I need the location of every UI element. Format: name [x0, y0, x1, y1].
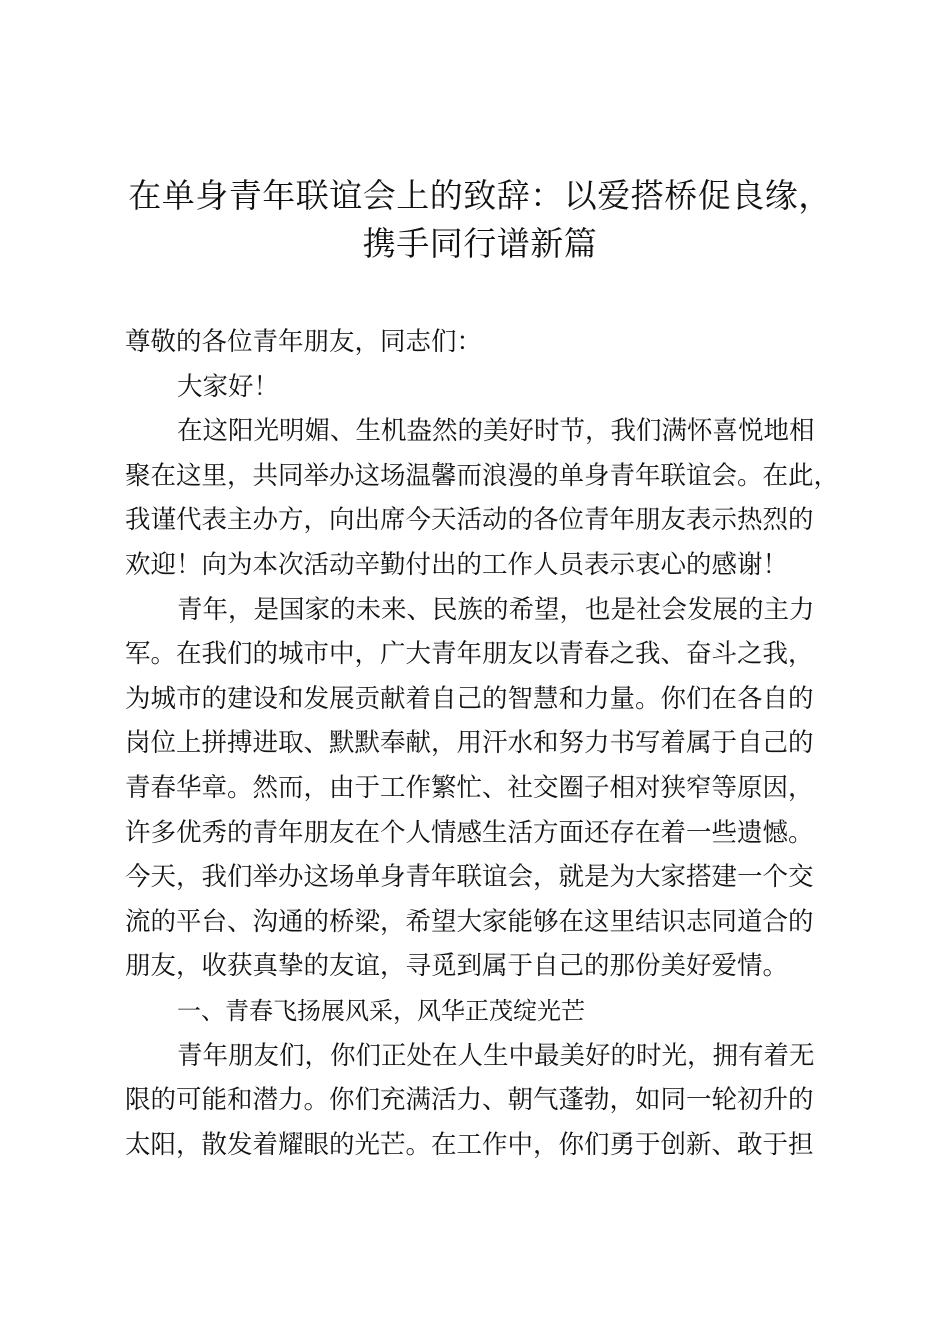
salutation: 尊敬的各位青年朋友，同志们： [125, 327, 483, 357]
paragraph-line: 我谨代表主办方，向出席今天活动的各位青年朋友表示热烈的 [125, 505, 814, 536]
title-line: 在单身青年联谊会上的致辞：以爱搭桥促良缘， [128, 176, 832, 215]
paragraph-line: 许多优秀的青年朋友在个人情感生活方面还存在着一些遗憾。 [125, 817, 814, 848]
paragraph-line: 岗位上拼搏进取、默默奉献，用汗水和努力书写着属于自己的 [125, 728, 814, 759]
paragraph-section1 [125, 1034, 845, 1168]
paragraph-line: 青年朋友们，你们正处在人生中最美好的时光，拥有着无 [177, 1040, 815, 1071]
paragraph-line: 限的可能和潜力。你们充满活力、朝气蓬勃，如同一轮初升的 [125, 1085, 814, 1116]
title-line: 携手同行谱新篇 [362, 224, 598, 263]
paragraph-line: 太阳，散发着耀眼的光芒。在工作中，你们勇于创新、敢于担 [125, 1129, 814, 1160]
paragraph-line: 聚在这里，共同举办这场温馨而浪漫的单身青年联谊会。在此， [125, 460, 840, 491]
paragraph-line: 为城市的建设和发展贡献着自己的智慧和力量。你们在各自的 [125, 683, 814, 714]
paragraph-line: 在这阳光明媚、生机盎然的美好时节，我们满怀喜悦地相 [177, 416, 815, 447]
paragraph-line: 青年，是国家的未来、民族的希望，也是社会发展的主力 [177, 594, 815, 625]
greeting: 大家好！ [177, 371, 280, 402]
paragraph-line: 军。在我们的城市中，广大青年朋友以青春之我、奋斗之我， [125, 639, 814, 670]
paragraph-line: 欢迎！向为本次活动辛勤付出的工作人员表示衷心的感谢！ [125, 549, 789, 580]
paragraph-line: 朋友，收获真挚的友谊，寻觅到属于自己的那份美好爱情。 [125, 951, 789, 982]
document-body [125, 320, 845, 1167]
paragraph-line: 流的平台、沟通的桥梁，希望大家能够在这里结识志同道合的 [125, 906, 814, 937]
paragraph-opening [125, 409, 845, 587]
section-heading: 一、青春飞扬展风采，风华正茂绽光芒 [177, 996, 585, 1025]
paragraph-line: 青春华章。然而，由于工作繁忙、社交圈子相对狭窄等原因， [125, 772, 814, 803]
paragraph-youth [125, 588, 845, 989]
paragraph-line: 今天，我们举办这场单身青年联谊会，就是为大家搭建一个交 [125, 862, 814, 893]
document-title [100, 172, 860, 268]
